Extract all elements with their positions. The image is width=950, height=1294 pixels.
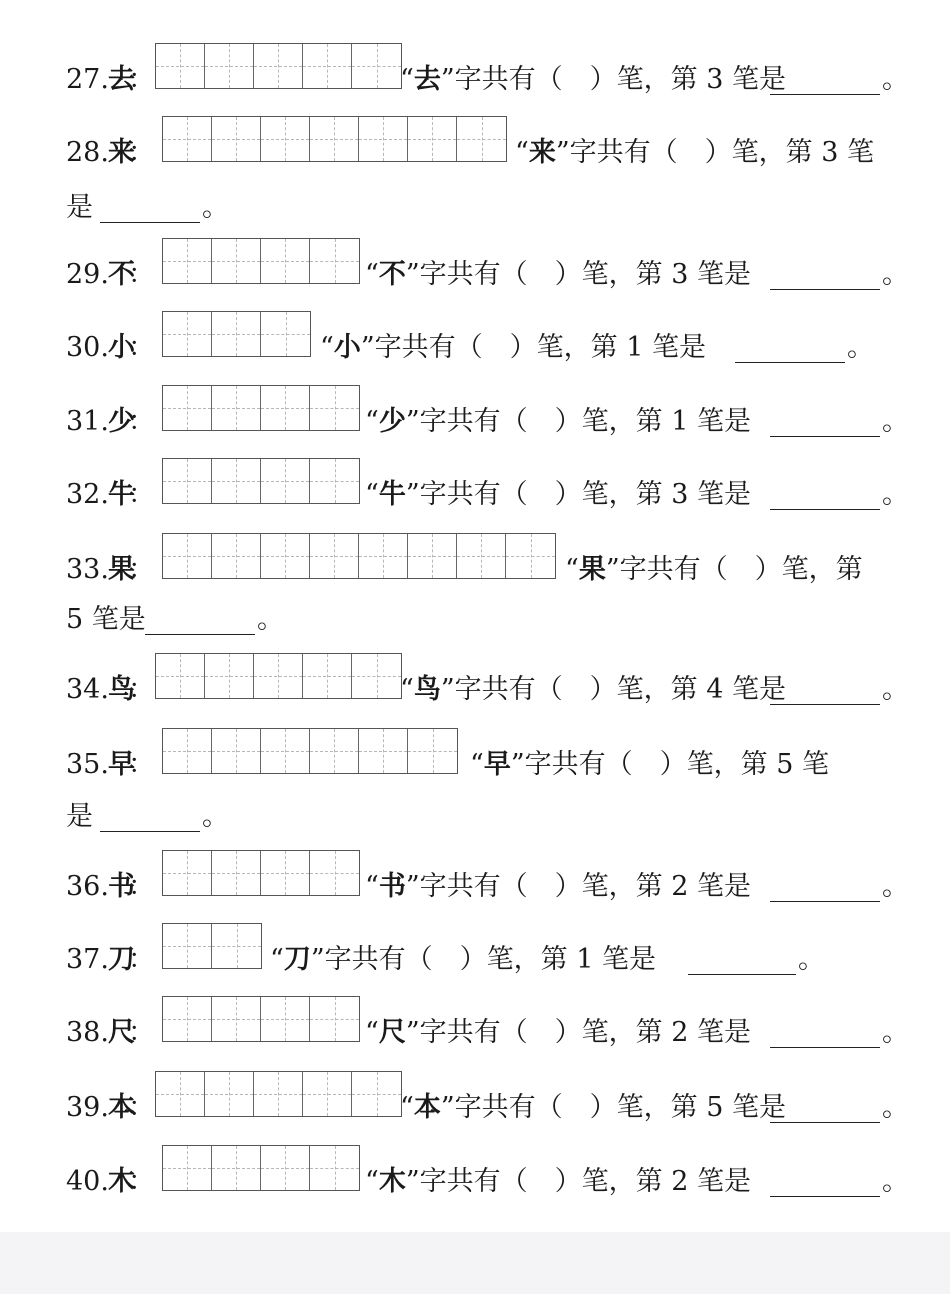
question-text: “书”字共有（ ）笔，第 2 笔是 (365, 871, 751, 902)
tian-grid-cell[interactable] (352, 44, 401, 88)
question-text-continued: 是 (66, 801, 93, 832)
answer-blank[interactable] (770, 436, 880, 437)
answer-blank[interactable] (770, 509, 880, 510)
tian-grid-cell[interactable] (163, 1146, 212, 1190)
tian-grid-cell[interactable] (261, 459, 310, 503)
answer-blank[interactable] (770, 1122, 880, 1123)
sentence-period: 。 (798, 944, 825, 975)
target-character: 本 (108, 1092, 135, 1123)
target-character: 不 (108, 259, 135, 290)
stroke-order-grid[interactable] (162, 116, 507, 162)
tian-grid-cell[interactable] (303, 1072, 352, 1116)
tian-grid-cell[interactable] (156, 44, 205, 88)
tian-grid-cell[interactable] (352, 1072, 401, 1116)
tian-grid-cell[interactable] (205, 654, 254, 698)
answer-blank[interactable] (735, 362, 845, 363)
tian-grid-cell[interactable] (310, 1146, 359, 1190)
colon: ： (128, 137, 155, 168)
quoted-character: 小 (333, 332, 361, 363)
target-character: 早 (108, 749, 135, 780)
tian-grid-cell[interactable] (303, 654, 352, 698)
sentence-period: 。 (882, 406, 909, 437)
question-number: 30. (66, 332, 109, 363)
quoted-character: 果 (578, 554, 606, 585)
colon: ： (128, 554, 155, 585)
page-bottom-margin (0, 1232, 950, 1294)
answer-blank[interactable] (770, 1047, 880, 1048)
tian-grid-cell[interactable] (212, 534, 261, 578)
colon: ： (128, 1017, 155, 1048)
tian-grid-cell[interactable] (212, 459, 261, 503)
question-text: “果”字共有（ ）笔，第 (565, 554, 863, 585)
sentence-period: 。 (882, 1092, 909, 1123)
question-number: 28. (66, 137, 109, 168)
sentence-period: 。 (882, 871, 909, 902)
answer-blank[interactable] (770, 94, 880, 95)
question-text: “木”字共有（ ）笔，第 2 笔是 (365, 1166, 751, 1197)
question-number: 36. (66, 871, 109, 902)
colon: ： (128, 749, 155, 780)
answer-blank[interactable] (770, 901, 880, 902)
question-number: 38. (66, 1017, 109, 1048)
tian-grid-cell[interactable] (212, 924, 261, 968)
tian-grid-cell[interactable] (457, 534, 506, 578)
stroke-order-grid[interactable] (162, 850, 360, 896)
stroke-order-grid[interactable] (162, 996, 360, 1042)
tian-grid-cell[interactable] (261, 386, 310, 430)
question-text: “刀”字共有（ ）笔，第 1 笔是 (270, 944, 656, 975)
question-text: “少”字共有（ ）笔，第 1 笔是 (365, 406, 751, 437)
tian-grid-cell[interactable] (212, 851, 261, 895)
question-number: 27. (66, 64, 109, 95)
quoted-character: 牛 (378, 479, 406, 510)
tian-grid-cell[interactable] (261, 729, 310, 773)
stroke-order-grid[interactable] (162, 1145, 360, 1191)
tian-grid-cell[interactable] (310, 117, 359, 161)
question-number: 33. (66, 554, 109, 585)
tian-grid-cell[interactable] (261, 312, 310, 356)
target-character: 刀 (108, 944, 135, 975)
tian-grid-cell[interactable] (156, 654, 205, 698)
tian-grid-cell[interactable] (212, 1146, 261, 1190)
tian-grid-cell[interactable] (205, 1072, 254, 1116)
tian-grid-cell[interactable] (310, 851, 359, 895)
colon: ： (128, 871, 155, 902)
tian-grid-cell[interactable] (212, 117, 261, 161)
quoted-character: 去 (413, 64, 441, 95)
tian-grid-cell[interactable] (310, 729, 359, 773)
answer-blank[interactable] (100, 222, 200, 223)
tian-grid-cell[interactable] (261, 534, 310, 578)
tian-grid-cell[interactable] (212, 729, 261, 773)
stroke-order-grid[interactable] (155, 653, 402, 699)
question-text: “来”字共有（ ）笔，第 3 笔 (515, 137, 874, 168)
question-number: 37. (66, 944, 109, 975)
quoted-character: 刀 (283, 944, 311, 975)
stroke-order-grid[interactable] (162, 238, 360, 284)
target-character: 尺 (108, 1017, 135, 1048)
question-text-continued: 是 (66, 192, 93, 223)
tian-grid-cell[interactable] (163, 997, 212, 1041)
quoted-character: 早 (483, 749, 511, 780)
tian-grid-cell[interactable] (261, 851, 310, 895)
tian-grid-cell[interactable] (310, 386, 359, 430)
tian-grid-cell[interactable] (163, 312, 212, 356)
tian-grid-cell[interactable] (310, 239, 359, 283)
quoted-character: 不 (378, 259, 406, 290)
question-text: “本”字共有（ ）笔，第 5 笔是 (400, 1092, 786, 1123)
tian-grid-cell[interactable] (156, 1072, 205, 1116)
answer-blank[interactable] (770, 289, 880, 290)
quoted-character: 书 (378, 871, 406, 902)
quoted-character: 尺 (378, 1017, 406, 1048)
question-text-continued: 5 笔是 (66, 604, 146, 635)
tian-grid-cell[interactable] (408, 117, 457, 161)
quoted-character: 来 (528, 137, 556, 168)
colon: ： (128, 1166, 155, 1197)
tian-grid-cell[interactable] (310, 997, 359, 1041)
question-number: 35. (66, 749, 109, 780)
tian-grid-cell[interactable] (254, 654, 303, 698)
tian-grid-cell[interactable] (261, 117, 310, 161)
tian-grid-cell[interactable] (163, 117, 212, 161)
target-character: 牛 (108, 479, 135, 510)
question-number: 40. (66, 1166, 109, 1197)
sentence-period: 。 (882, 479, 909, 510)
tian-grid-cell[interactable] (352, 654, 401, 698)
colon: ： (128, 1092, 155, 1123)
stroke-order-grid[interactable] (162, 728, 458, 774)
stroke-order-grid[interactable] (162, 458, 360, 504)
sentence-period: 。 (202, 192, 229, 223)
question-text: “鸟”字共有（ ）笔，第 4 笔是 (400, 674, 786, 705)
colon: ： (128, 674, 155, 705)
colon: ： (128, 259, 155, 290)
stroke-order-grid[interactable] (162, 385, 360, 431)
tian-grid-cell[interactable] (261, 1146, 310, 1190)
tian-grid-cell[interactable] (163, 924, 212, 968)
sentence-period: 。 (202, 801, 229, 832)
tian-grid-cell[interactable] (359, 729, 408, 773)
tian-grid-cell[interactable] (163, 459, 212, 503)
tian-grid-cell[interactable] (310, 534, 359, 578)
tian-grid-cell[interactable] (408, 729, 457, 773)
stroke-order-grid[interactable] (155, 43, 402, 89)
tian-grid-cell[interactable] (163, 386, 212, 430)
tian-grid-cell[interactable] (212, 239, 261, 283)
tian-grid-cell[interactable] (506, 534, 555, 578)
sentence-period: 。 (882, 1017, 909, 1048)
answer-blank[interactable] (145, 634, 255, 635)
tian-grid-cell[interactable] (310, 459, 359, 503)
colon: ： (128, 406, 155, 437)
sentence-period: 。 (257, 604, 284, 635)
tian-grid-cell[interactable] (303, 44, 352, 88)
question-number: 29. (66, 259, 109, 290)
stroke-order-grid[interactable] (162, 311, 311, 357)
question-number: 31. (66, 406, 109, 437)
question-text: “不”字共有（ ）笔，第 3 笔是 (365, 259, 751, 290)
sentence-period: 。 (882, 64, 909, 95)
quoted-character: 鸟 (413, 674, 441, 705)
answer-blank[interactable] (688, 974, 796, 975)
question-text: “去”字共有（ ）笔，第 3 笔是 (400, 64, 786, 95)
sentence-period: 。 (882, 1166, 909, 1197)
answer-blank[interactable] (100, 831, 200, 832)
quoted-character: 少 (378, 406, 406, 437)
tian-grid-cell[interactable] (359, 534, 408, 578)
sentence-period: 。 (882, 259, 909, 290)
tian-grid-cell[interactable] (212, 386, 261, 430)
tian-grid-cell[interactable] (212, 312, 261, 356)
question-number: 32. (66, 479, 109, 510)
answer-blank[interactable] (770, 704, 880, 705)
target-character: 果 (108, 554, 135, 585)
target-character: 来 (108, 137, 135, 168)
quoted-character: 本 (413, 1092, 441, 1123)
tian-grid-cell[interactable] (359, 117, 408, 161)
stroke-order-grid[interactable] (155, 1071, 402, 1117)
quoted-character: 木 (378, 1166, 406, 1197)
colon: ： (128, 944, 155, 975)
stroke-order-grid[interactable] (162, 923, 262, 969)
tian-grid-cell[interactable] (261, 997, 310, 1041)
question-text: “牛”字共有（ ）笔，第 3 笔是 (365, 479, 751, 510)
target-character: 鸟 (108, 674, 135, 705)
question-text: “早”字共有（ ）笔，第 5 笔 (470, 749, 829, 780)
target-character: 小 (108, 332, 135, 363)
tian-grid-cell[interactable] (205, 44, 254, 88)
question-number: 34. (66, 674, 109, 705)
target-character: 去 (108, 64, 135, 95)
tian-grid-cell[interactable] (408, 534, 457, 578)
target-character: 木 (108, 1166, 135, 1197)
sentence-period: 。 (847, 332, 874, 363)
tian-grid-cell[interactable] (254, 44, 303, 88)
colon: ： (128, 479, 155, 510)
tian-grid-cell[interactable] (163, 239, 212, 283)
target-character: 书 (108, 871, 135, 902)
tian-grid-cell[interactable] (457, 117, 506, 161)
sentence-period: 。 (882, 674, 909, 705)
question-number: 39. (66, 1092, 109, 1123)
answer-blank[interactable] (770, 1196, 880, 1197)
tian-grid-cell[interactable] (212, 997, 261, 1041)
tian-grid-cell[interactable] (261, 239, 310, 283)
question-text: “尺”字共有（ ）笔，第 2 笔是 (365, 1017, 751, 1048)
tian-grid-cell[interactable] (163, 729, 212, 773)
tian-grid-cell[interactable] (163, 851, 212, 895)
question-text: “小”字共有（ ）笔，第 1 笔是 (320, 332, 706, 363)
target-character: 少 (108, 406, 135, 437)
stroke-order-grid[interactable] (162, 533, 556, 579)
tian-grid-cell[interactable] (163, 534, 212, 578)
colon: ： (128, 64, 155, 95)
tian-grid-cell[interactable] (254, 1072, 303, 1116)
colon: ： (128, 332, 155, 363)
